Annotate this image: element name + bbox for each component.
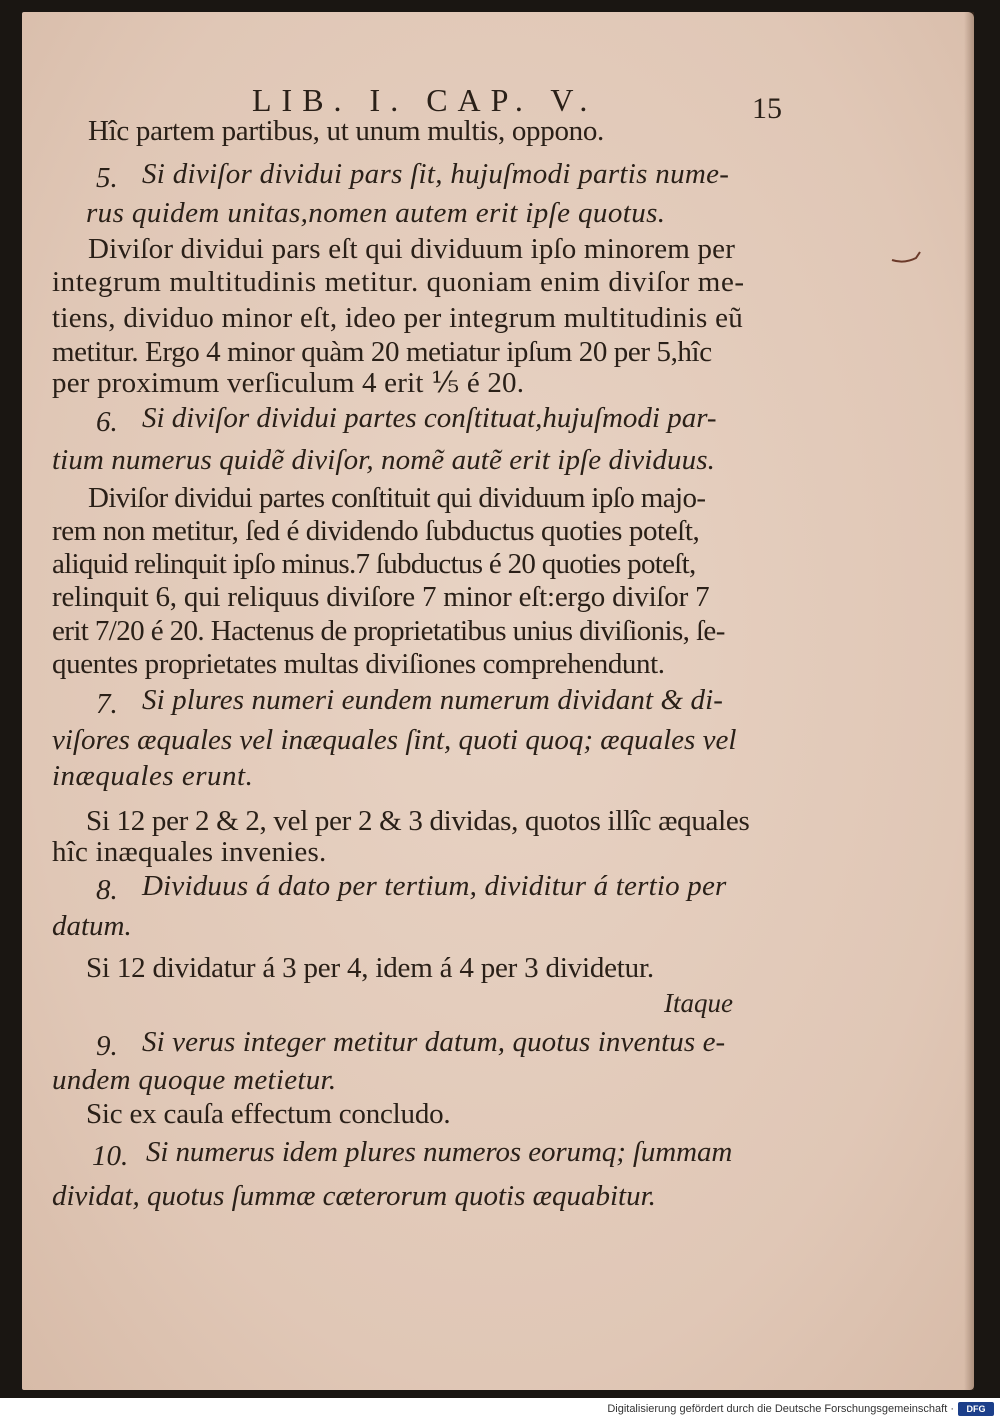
- text-line-23: datum.: [52, 910, 132, 942]
- page-number: 15: [752, 92, 782, 125]
- text-line-19: inæquales erunt.: [52, 760, 254, 792]
- text-line-21: hîc inæquales invenies.: [52, 836, 327, 868]
- text-line-8: per proximum verſiculum 4 erit ⅕ é 20.: [52, 367, 525, 399]
- text-line-30: dividat, quotus ſummæ cæterorum quotis æquabitur.: [52, 1180, 656, 1212]
- text-line-28: Sic ex cauſa effectum concludo.: [86, 1098, 451, 1130]
- proposition-number-6: 6.: [96, 406, 118, 438]
- text-line-3: rus quidem unitas,nomen autem erit ipſe quotus.: [86, 197, 666, 229]
- text-line-22: Dividuus á dato per tertium, dividitur á tertio per: [142, 870, 727, 902]
- dfg-logo: DFG: [958, 1402, 994, 1416]
- text-line-15: erit 7/20 é 20. Hactenus de proprietatibus unius diviſionis, ſe-: [52, 615, 725, 647]
- text-line-6: tiens, dividuo minor eſt, ideo per integrum multitudinis eũ: [52, 302, 744, 334]
- text-line-9: Si diviſor dividui partes conſtituat,hujuſmodi par-: [142, 402, 717, 434]
- running-title: LIB. I. CAP. V.: [252, 82, 598, 118]
- proposition-number-10: 10.: [92, 1140, 129, 1172]
- text-line-27: undem quoque metietur.: [52, 1064, 337, 1096]
- text-line-2: Si diviſor dividui pars ſit, hujuſmodi partis nume-: [142, 158, 730, 190]
- text-line-18: viſores æquales vel inæquales ſint, quoti quoq; æquales vel: [52, 724, 737, 756]
- text-line-17: Si plures numeri eundem numerum dividant & di-: [142, 684, 724, 716]
- text-line-26: Si verus integer metitur datum, quotus inventus e-: [142, 1026, 726, 1058]
- footer-credit: Digitalisierung gefördert durch die Deutsche Forschungsgemeinschaft ·: [607, 1403, 954, 1415]
- proposition-number-5: 5.: [96, 162, 118, 194]
- text-line-4: Diviſor dividui pars eſt qui dividuum ipſo minorem per: [88, 233, 736, 265]
- proposition-number-7: 7.: [96, 688, 118, 720]
- text-line-11: Diviſor dividui partes conſtituit qui dividuum ipſo majo-: [88, 482, 706, 514]
- digitization-footer: [0, 1398, 1000, 1420]
- margin-ink-mark: [890, 248, 924, 268]
- proposition-number-8: 8.: [96, 874, 118, 906]
- text-line-5: integrum multitudinis metitur. quoniam enim diviſor me-: [52, 266, 745, 298]
- text-line-13: aliquid relinquit ipſo minus.7 ſubductus é 20 quoties poteſt,: [52, 548, 696, 580]
- text-line-12: rem non metitur, ſed é dividendo ſubductus quoties poteſt,: [52, 515, 700, 547]
- text-line-1: Hîc partem partibus, ut unum multis, oppono.: [88, 115, 604, 147]
- text-line-16: quentes proprietates multas diviſiones comprehendunt.: [52, 648, 665, 680]
- text-line-10: tium numerus quidẽ diviſor, nomẽ autẽ erit ipſe dividuus.: [52, 444, 715, 476]
- catchword: Itaque: [664, 988, 733, 1018]
- proposition-number-9: 9.: [96, 1030, 118, 1062]
- text-line-7: metitur. Ergo 4 minor quàm 20 metiatur ipſum 20 per 5,hîc: [52, 336, 712, 368]
- page-edge-shadow: [964, 12, 974, 1390]
- text-line-20: Si 12 per 2 & 2, vel per 2 & 3 dividas, quotos illîc æquales: [86, 805, 750, 837]
- text-line-29: Si numerus idem plures numeros eorumq; ſummam: [146, 1136, 733, 1168]
- text-line-24: Si 12 dividatur á 3 per 4, idem á 4 per 3 dividetur.: [86, 952, 654, 984]
- text-line-14: relinquit 6, qui reliquus diviſore 7 minor eſt:ergo diviſor 7: [52, 581, 710, 613]
